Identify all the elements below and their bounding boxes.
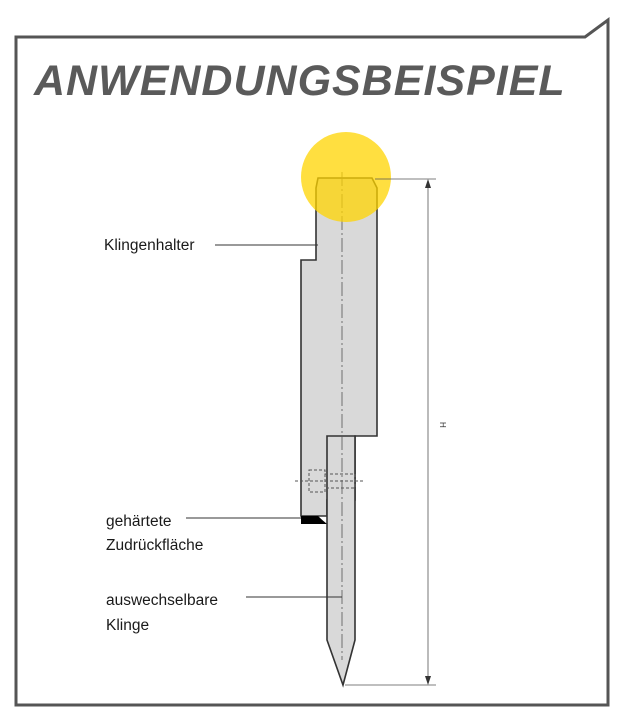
contact-point-highlight bbox=[301, 132, 391, 222]
replaceable-blade bbox=[327, 436, 355, 685]
height-label: H bbox=[438, 422, 447, 428]
replaceable-blade-label-line1: auswechselbare bbox=[106, 592, 219, 609]
hardened-surface-label-line2: Zudrückfläche bbox=[106, 537, 204, 554]
hardened-surface-label-line1: gehärtete bbox=[106, 513, 172, 530]
page-title: ANWENDUNGSBEISPIEL bbox=[34, 57, 566, 105]
replaceable-blade-label-line2: Klinge bbox=[106, 617, 150, 634]
blade-holder-label: Klingenhalter bbox=[104, 237, 195, 254]
